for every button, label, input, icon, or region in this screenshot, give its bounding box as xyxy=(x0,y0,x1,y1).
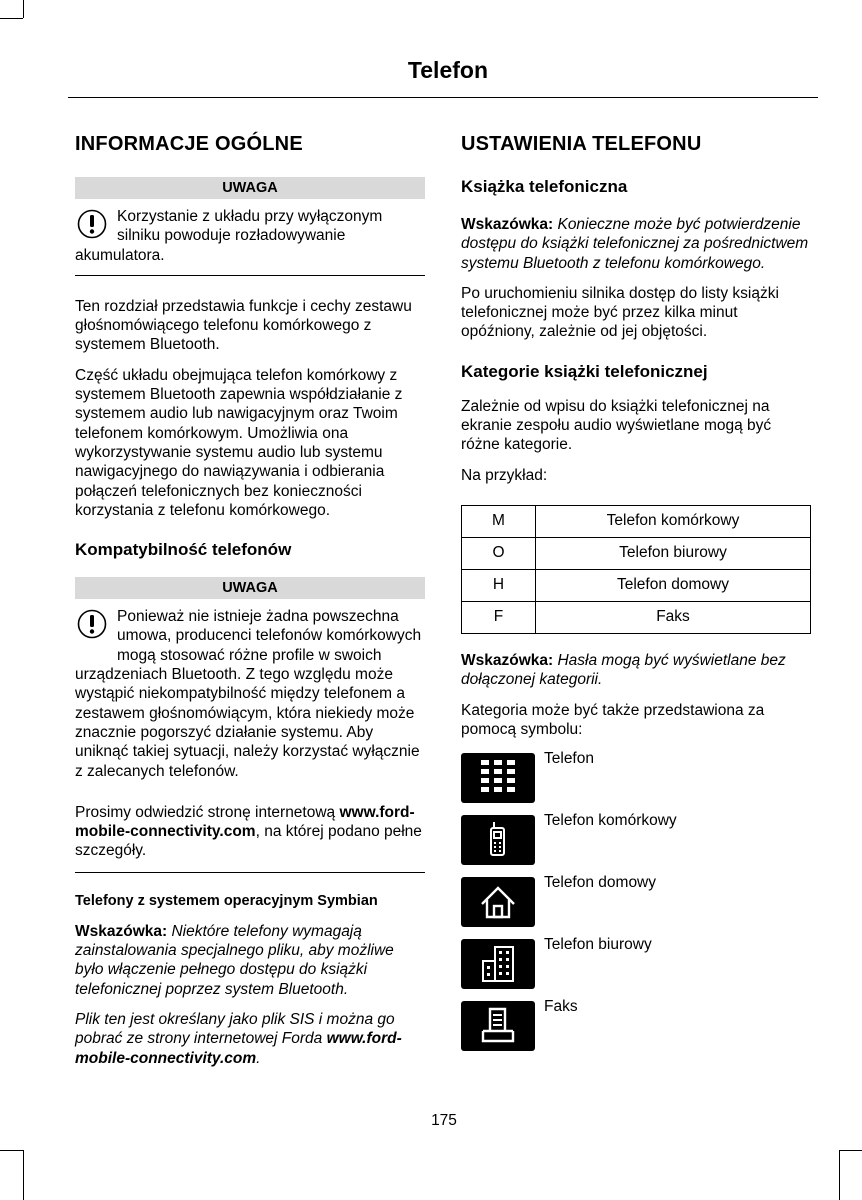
category-code: O xyxy=(462,537,536,569)
category-label: Telefon domowy xyxy=(536,569,811,601)
symbol-label: Faks xyxy=(544,998,578,1016)
table-row xyxy=(462,569,811,601)
warning-label: UWAGA xyxy=(75,177,425,199)
office-building-icon xyxy=(461,939,535,989)
table-row xyxy=(462,537,811,569)
section-rule xyxy=(75,872,425,873)
category-code: M xyxy=(462,505,536,537)
crop-mark xyxy=(23,0,24,18)
home-icon xyxy=(461,877,535,927)
symbol-label: Telefon domowy xyxy=(544,874,657,892)
list-item xyxy=(461,998,811,1063)
list-item xyxy=(461,812,811,877)
warning-body xyxy=(75,607,425,781)
category-code: F xyxy=(462,601,536,633)
phonebook-note: Wskazówka: Konieczne może być potwierdzenie dostępu do książki telefonicznej za pośrednictwem systemu Bluetooth z telefonu komórkowego. xyxy=(461,216,809,272)
table-row xyxy=(462,505,811,537)
header-rule xyxy=(68,97,818,98)
warning-box-battery xyxy=(75,177,425,276)
symbol-label: Telefon biurowy xyxy=(544,936,652,954)
right-column xyxy=(461,133,811,1063)
section-title-phone-settings: USTAWIENIA TELEFONU xyxy=(461,133,702,155)
table-row xyxy=(462,601,811,633)
warning-box-compatibility xyxy=(75,577,425,781)
categories-paragraph: Zależnie od wpisu do książki telefonicznej na ekranie zespołu audio wyświetlane mogą być różne kategorie. xyxy=(461,397,772,454)
fax-icon xyxy=(461,1001,535,1051)
crop-mark xyxy=(23,1150,24,1200)
symbol-paragraph: Kategoria może być także przedstawiona za pomocą symbolu: xyxy=(461,701,765,738)
category-label: Telefon komórkowy xyxy=(536,505,811,537)
list-item xyxy=(461,750,811,815)
subtitle-phonebook: Książka telefoniczna xyxy=(461,177,628,196)
phonebook-delay-paragraph: Po uruchomieniu silnika dostęp do listy książki telefonicznej może być przez kilka minut opóźniony, zależnie od jej objętości. xyxy=(461,284,779,341)
page-number: 175 xyxy=(431,1112,457,1129)
mobile-phone-icon xyxy=(461,815,535,865)
symbian-note: Wskazówka: Niektóre telefony wymagają zainstalowania specjalnego pliku, aby możliwe było włączenie pełnego dostępu do książki telefonicznej poprzez system Bluetooth. xyxy=(75,922,394,998)
symbol-list xyxy=(461,750,811,1063)
warning-text: Korzystanie z układu przy wyłączonym silniku powoduje rozładowywanie akumulatora. xyxy=(75,208,383,264)
intro-paragraph: Ten rozdział przedstawia funkcje i cechy zestawu głośnomówiącego telefonu komórkowego z systemem Bluetooth. xyxy=(75,297,412,354)
example-label: Na przykład: xyxy=(461,466,548,484)
symbol-label: Telefon komórkowy xyxy=(544,812,677,830)
exclamation-icon xyxy=(77,609,107,639)
category-label: Faks xyxy=(536,601,811,633)
warning-label: UWAGA xyxy=(75,577,425,599)
subtitle-categories: Kategorie książki telefonicznej xyxy=(461,361,708,381)
crop-mark xyxy=(0,1150,23,1151)
subtitle-compatibility: Kompatybilność telefonów xyxy=(75,540,292,560)
warning-body xyxy=(75,207,425,265)
list-item xyxy=(461,936,811,1001)
symbol-label: Telefon xyxy=(544,750,594,768)
category-code: H xyxy=(462,569,536,601)
left-column xyxy=(75,133,425,1079)
exclamation-icon xyxy=(77,209,107,239)
crop-mark xyxy=(0,18,23,19)
website-paragraph: Prosimy odwiedzić stronę internetową www.ford- mobile-connectivity.com, na której podano pełne szczegóły. xyxy=(75,803,422,860)
keypad-icon xyxy=(461,753,535,803)
crop-mark xyxy=(839,1150,840,1200)
category-note: Wskazówka: Hasła mogą być wyświetlane bez dołączonej kategorii. xyxy=(461,651,786,689)
subtitle-symbian: Telefony z systemem operacyjnym Symbian xyxy=(75,892,378,909)
page-header-title: Telefon xyxy=(407,57,488,83)
category-label: Telefon biurowy xyxy=(536,537,811,569)
warning-rule xyxy=(75,275,425,276)
category-table xyxy=(461,505,811,634)
warning-text: Ponieważ nie istnieje żadna powszechna umowa, producenci telefonów komórkowych mogą stosować różne profile w swoich urządzeniach Bluetooth. Z tego względu może wystąpić niekompatybilność między telefonem a zestawem głośnomówiącym, która niekiedy może znacznie pogorszyć działanie systemu. Aby uniknąć takiej sytuacji, należy korzystać wyłącznie z zalecanych telefonów. xyxy=(75,608,422,780)
website-link[interactable]: www.ford- mobile-connectivity.com xyxy=(75,803,415,841)
list-item xyxy=(461,874,811,939)
section-title-general: INFORMACJE OGÓLNE xyxy=(75,133,303,155)
bluetooth-paragraph: Część układu obejmująca telefon komórkowy z systemem Bluetooth zapewnia współdziałanie z systemem audio lub nawigacyjnym oraz Twoim telefonem komórkowym. Umożliwia ona wykorzystywanie systemu audio lub systemu nawigacyjnego do nawiązywania i odbierania połączeń telefonicznych bez konieczności korzystania z telefonu komórkowego. xyxy=(75,366,403,519)
sis-paragraph: Plik ten jest określany jako plik SIS i można go pobrać ze strony internetowej Forda www.ford-mobile-connectivity.com. xyxy=(75,1010,402,1067)
website-link[interactable]: www.ford-mobile-connectivity.com xyxy=(75,1030,402,1067)
crop-mark xyxy=(839,1150,862,1151)
